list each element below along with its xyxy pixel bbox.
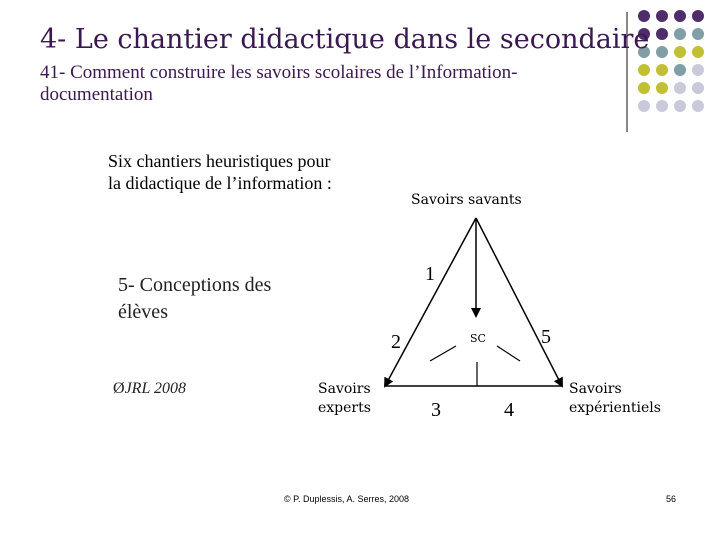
label-savoirs-experts: [318, 380, 371, 418]
footer-copyright: © P. Duplessis, A. Serres, 2008: [284, 494, 410, 504]
label-experientiels-line2: expérientiels: [569, 400, 661, 416]
number-3: 3: [431, 399, 441, 421]
spoke-left: [430, 346, 456, 361]
label-savoirs-experientiels: [569, 380, 661, 418]
conceptions-text: 5- Conceptions des élèves: [118, 274, 272, 323]
label-experts-line1: Savoirs: [318, 381, 371, 397]
bullet-jrl: [113, 380, 186, 398]
label-savoirs-savants: Savoirs savants: [411, 192, 522, 208]
label-experts-line2: experts: [318, 400, 371, 416]
number-4: 4: [504, 399, 514, 421]
center-label-sc: SC: [470, 332, 486, 345]
jrl-text: JRL 2008: [124, 380, 187, 397]
number-5: 5: [541, 326, 551, 348]
spoke-right: [497, 346, 520, 361]
page-number: 56: [666, 494, 677, 504]
arrow-bullet-icon: Ø: [113, 380, 125, 397]
intro-text: Six chantiers heuristiques pour la didactique de l’information :: [108, 151, 332, 193]
number-1: 1: [425, 263, 435, 285]
slide-title: 4- Le chantier didactique dans le secondaire: [40, 24, 650, 55]
slide-subtitle: 41- Comment construire les savoirs scolaires de l’Information-documentation: [40, 62, 518, 105]
number-2: 2: [391, 331, 401, 353]
label-experientiels-line1: Savoirs: [569, 381, 622, 397]
